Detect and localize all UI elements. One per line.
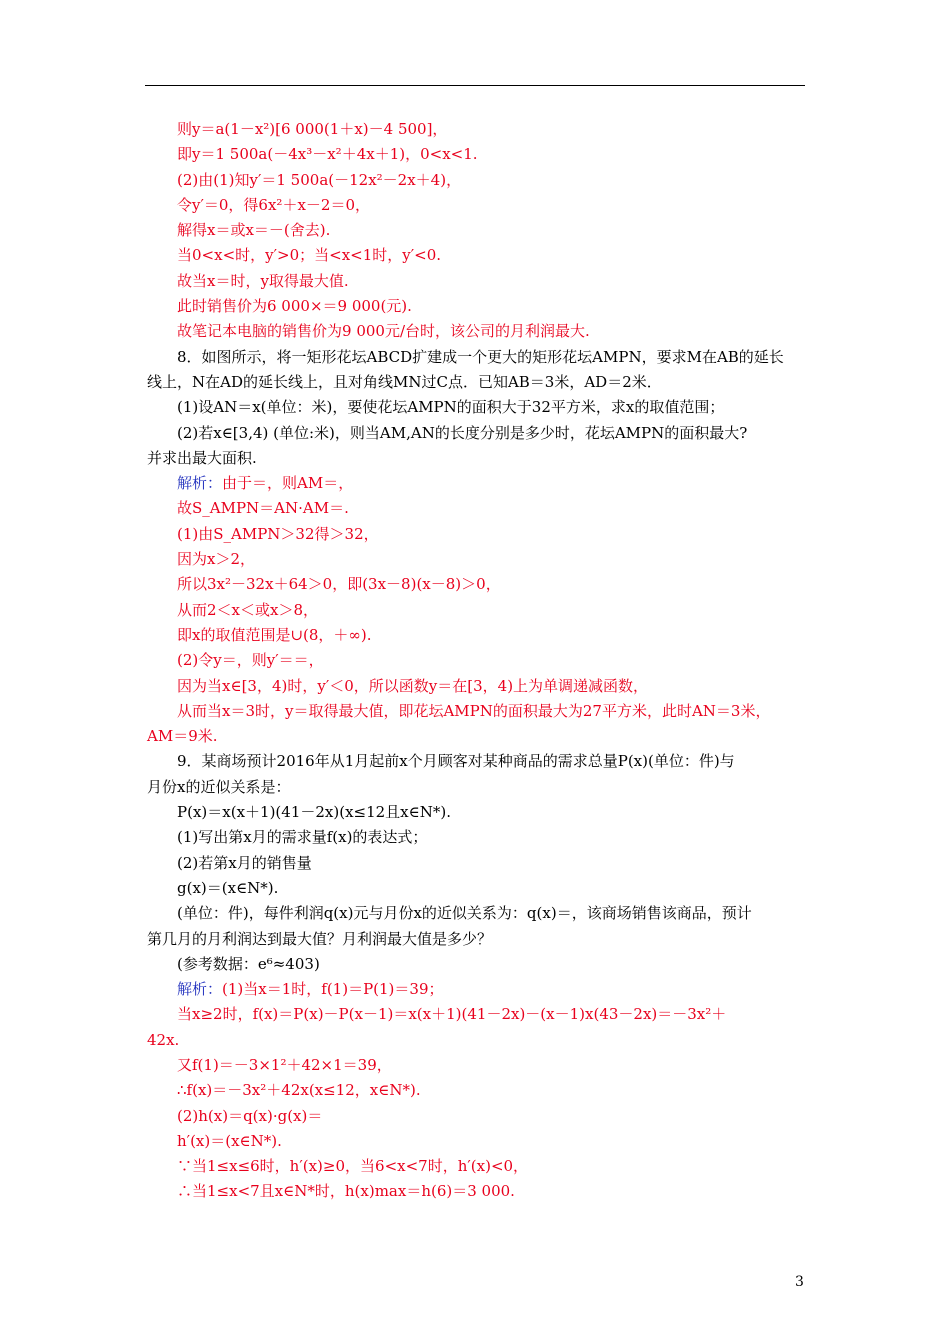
line-text: 又f(1)＝－3×1²＋42×1＝39，: [177, 1055, 392, 1074]
text-line: [147, 927, 810, 952]
text-line: [147, 421, 810, 446]
line-text: 线上，N在AD的延长线上，且对角线MN过C点．已知AB＝3米，AD＝2米．: [147, 372, 662, 391]
text-line: [147, 547, 810, 572]
text-line: [147, 522, 810, 547]
line-text: (2)若第x月的销售量: [177, 853, 312, 872]
text-line: [147, 1104, 810, 1129]
text-line: [147, 775, 810, 800]
text-line: [147, 800, 810, 825]
text-line: [147, 749, 810, 774]
solution-label: 解析：: [177, 980, 223, 999]
text-line: [147, 319, 810, 344]
text-line: [147, 876, 810, 901]
text-line: [147, 952, 810, 977]
line-text: 则y＝a(1－x²)[6 000(1＋x)－4 500]，: [177, 120, 448, 138]
line-text: (2)令y＝，则y′＝＝，: [177, 651, 324, 670]
line-text: (2)h(x)＝q(x)·g(x)＝: [177, 1106, 323, 1125]
text-line: [147, 851, 810, 876]
text-line: [147, 395, 810, 420]
text-line: [147, 1179, 810, 1204]
text-line: [147, 724, 810, 749]
line-text: 即x的取值范围是∪(8，＋∞).: [177, 625, 372, 644]
line-text: 月份x的近似关系是：: [147, 777, 291, 796]
text-line: [147, 977, 810, 1002]
text-line: [147, 345, 810, 370]
text-line: [147, 648, 810, 673]
line-text: ∵当1≤x≤6时，h′(x)≥0，当6<x<7时，h′(x)<0，: [177, 1157, 529, 1176]
text-line: [147, 699, 810, 724]
line-text: (参考数据：e⁶≈403): [177, 954, 320, 973]
line-text: g(x)＝(x∈N*).: [177, 878, 279, 897]
line-text: 从而2＜x＜或x＞8，: [177, 600, 319, 619]
text-line: [147, 1028, 810, 1053]
text-line: [147, 142, 810, 167]
header-rule: [145, 85, 805, 86]
line-text: 令y′＝0，得6x²＋x－2＝0，: [177, 195, 370, 214]
line-text: 并求出最大面积.: [147, 448, 257, 467]
solution-label: 解析：: [177, 474, 223, 493]
text-line: [147, 901, 810, 926]
line-text: (1)设AN＝x(单位：米)，要使花坛AMPN的面积大于32平方米，求x的取值范围；: [177, 398, 725, 417]
line-text: 当x≥2时，f(x)＝P(x)－P(x－1)＝x(x＋1)(41－2x)－(x－1)x(43－2x)＝－3x²＋: [177, 1005, 727, 1024]
line-text: 解得x＝或x＝－(舍去).: [177, 221, 331, 240]
line-text: (单位：件)，每件利润q(x)元与月份x的近似关系为：q(x)＝，该商场销售该商品，预计: [177, 904, 752, 923]
line-text: (2)若x∈[3,4) (单位:米)，则当AM,AN的长度分别是多少时，花坛AMPN的面积最大?: [177, 423, 748, 442]
text-line: [147, 825, 810, 850]
text-line: [147, 370, 810, 395]
line-text: (1)当x＝1时，f(1)＝P(1)＝39；: [222, 980, 444, 999]
line-text: P(x)＝x(x＋1)(41－2x)(x≤12且x∈N*).: [177, 803, 451, 822]
line-text: 第几月的月利润达到最大值？月利润最大值是多少？: [147, 929, 493, 948]
text-line: [147, 243, 810, 268]
text-line: [147, 168, 810, 193]
line-text: 此时销售价为6 000×＝9 000(元).: [177, 297, 412, 316]
text-line: [147, 496, 810, 521]
text-line: [147, 572, 810, 597]
line-text: 故当x＝时，y取得最大值.: [177, 271, 349, 290]
text-line: [147, 623, 810, 648]
text-line: [147, 446, 810, 471]
line-text: 8．如图所示，将一矩形花坛ABCD扩建成一个更大的矩形花坛AMPN，要求M在AB的延长: [177, 347, 784, 366]
text-line: [147, 269, 810, 294]
page-number: 3: [795, 1274, 804, 1290]
text-line: [147, 471, 810, 496]
line-text: 由于＝，则AM＝，: [222, 474, 354, 493]
line-text: 当0<x<时，y′>0；当<x<1时，y′<0.: [177, 246, 442, 265]
text-line: [147, 1129, 810, 1154]
line-text: 即y＝1 500a(－4x³－x²＋4x＋1)，0<x<1.: [177, 145, 478, 164]
line-text: 9．某商场预计2016年从1月起前x个月顾客对某种商品的需求总量P(x)(单位：件)与: [177, 752, 735, 771]
line-text: ∴f(x)＝－3x²＋42x(x≤12，x∈N*).: [177, 1081, 421, 1100]
text-line: [147, 117, 810, 142]
line-text: 所以3x²－32x＋64＞0，即(3x－8)(x－8)＞0，: [177, 575, 501, 594]
text-line: [147, 674, 810, 699]
line-text: ∴当1≤x<7且x∈N*时，h(x)max＝h(6)＝3 000.: [177, 1182, 515, 1201]
text-line: [147, 598, 810, 623]
text-line: [147, 218, 810, 243]
line-text: 42x.: [147, 1030, 180, 1049]
line-text: h′(x)＝(x∈N*).: [177, 1131, 282, 1150]
line-text: AM＝9米.: [147, 727, 218, 746]
line-text: (1)写出第x月的需求量f(x)的表达式；: [177, 828, 428, 847]
line-text: (2)由(1)知y′＝1 500a(－12x²－2x＋4)，: [177, 170, 462, 189]
document-body: [147, 117, 810, 1205]
line-text: 故笔记本电脑的销售价为9 000元/台时，该公司的月利润最大.: [177, 322, 590, 341]
line-text: (1)由S_AMPN＞32得＞32，: [177, 524, 379, 543]
text-line: [147, 193, 810, 218]
text-line: [147, 294, 810, 319]
line-text: 因为x＞2，: [177, 550, 256, 569]
text-line: [147, 1002, 810, 1027]
text-line: [147, 1078, 810, 1103]
line-text: 因为当x∈[3，4)时，y′＜0，所以函数y＝在[3，4)上为单调递减函数，: [177, 676, 649, 695]
text-line: [147, 1154, 810, 1179]
text-line: [147, 1053, 810, 1078]
line-text: 从而当x＝3时，y＝取得最大值，即花坛AMPN的面积最大为27平方米，此时AN＝3米，: [177, 701, 771, 720]
line-text: 故S_AMPN＝AN·AM＝.: [177, 499, 349, 518]
